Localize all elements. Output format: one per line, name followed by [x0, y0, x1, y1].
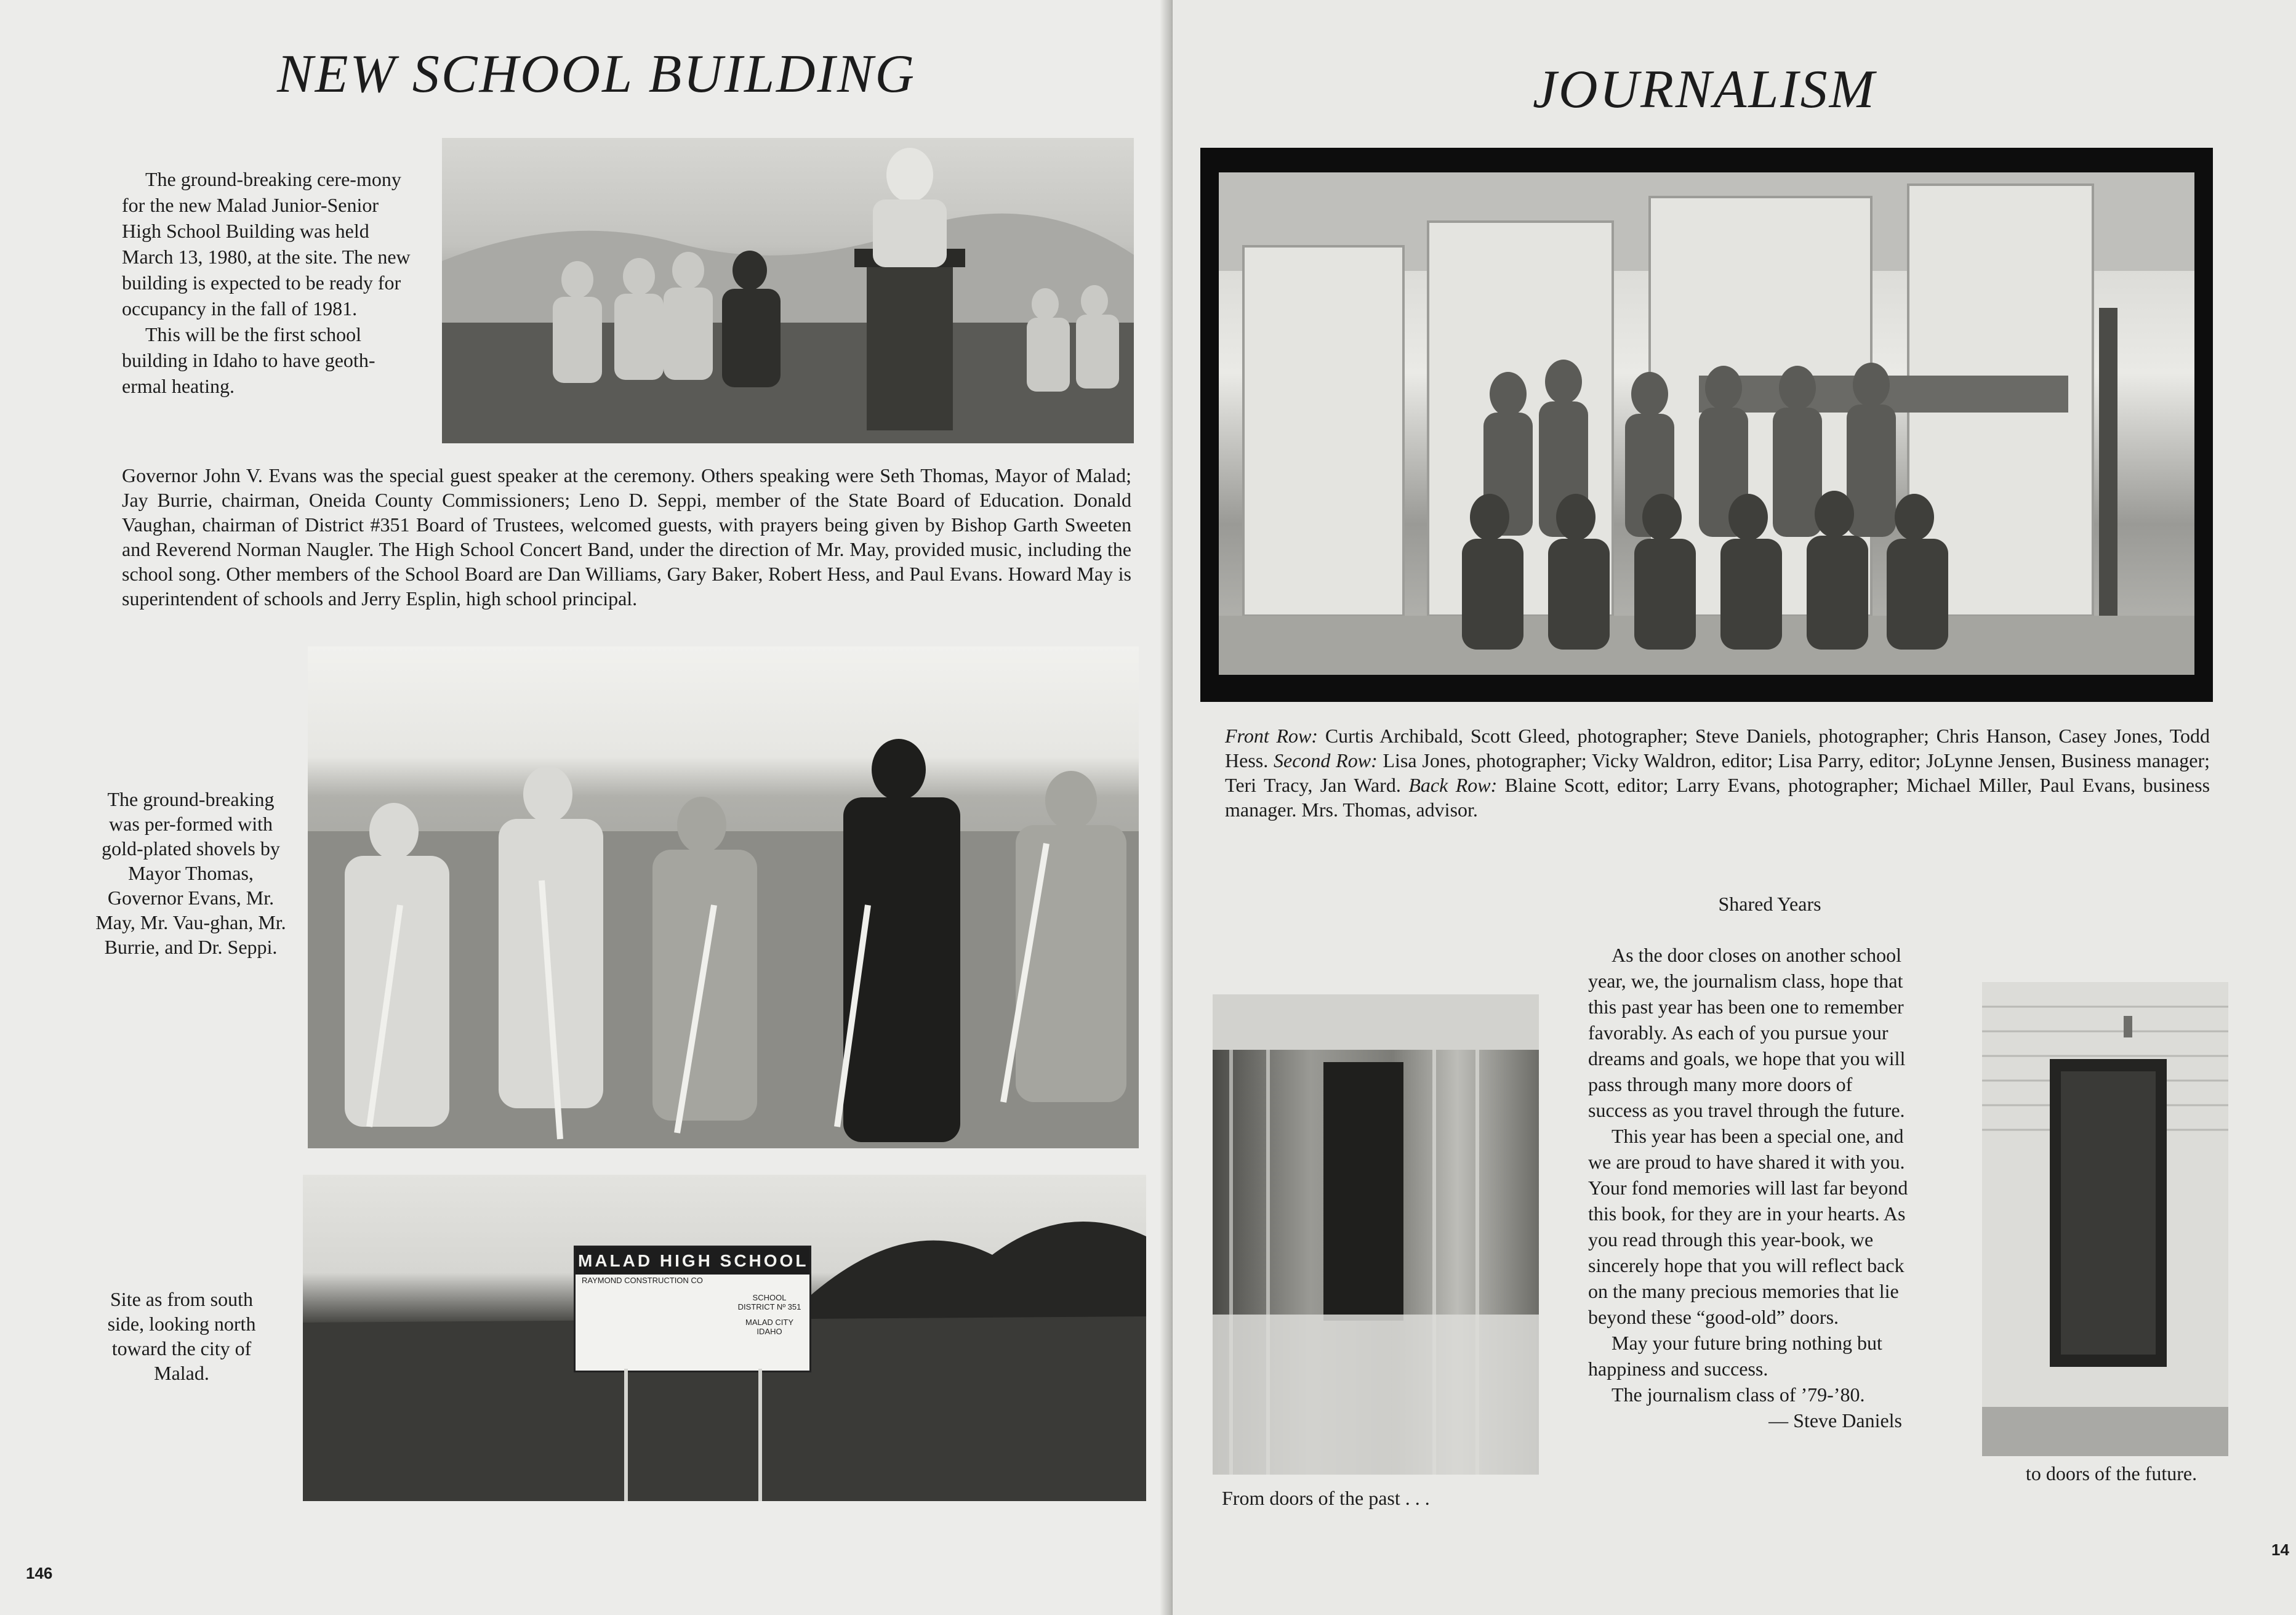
essay-paragraph-2: This year has been a special one, and we are proud to have shared it with you. Your fond memories will last far beyond this book, for they are in your hearts. As you read through this year-book, we sincerely hope that you will reflect back on the many precious memories that lie beyond these “good-old” doors. — [1588, 1125, 1908, 1328]
intro-paragraph-2: This will be the first school building in Idaho to have geoth-ermal heating. — [122, 323, 375, 397]
ceremony-scene — [442, 138, 1134, 443]
sign-post-right — [758, 1369, 762, 1501]
barn-scene — [1213, 994, 1539, 1475]
right-page — [1173, 0, 2296, 1615]
sign-contractor: RAYMOND CONSTRUCTION CO — [582, 1276, 703, 1285]
page-number-left: 146 — [26, 1564, 53, 1582]
left-page-title: NEW SCHOOL BUILDING — [277, 44, 917, 104]
barn-door-photo — [1213, 994, 1539, 1475]
new-door-photo — [1982, 982, 2228, 1456]
groundbreaking-photo — [308, 646, 1139, 1148]
sign-district: SCHOOL DISTRICT Nº 351 — [737, 1293, 801, 1311]
site-sign — [574, 1246, 811, 1372]
intro-text — [122, 166, 417, 399]
sign-title: MALAD HIGH SCHOOL — [576, 1247, 809, 1275]
right-page-title: JOURNALISM — [1533, 60, 1876, 119]
sign-post-left — [624, 1369, 628, 1501]
groundbreaking-caption: The ground-breaking was per-formed with gold-plated shovels by Mayor Thomas, Governor Evans, Mr. May, Mr. Vau-ghan, Mr. Burrie, and Dr. Seppi. — [95, 788, 286, 958]
back-row-names: Blaine Scott, editor; Larry Evans, photographer; Michael Miller, Paul Evans, business manager. Mrs. Thomas, advisor. — [1225, 774, 2210, 821]
front-row-names: Curtis Archibald, Scott Gleed, photographer; Steve Daniels, photographer; Chris Hanson, Casey Jones, Todd Hess. — [1225, 725, 2210, 771]
back-row-label: Back Row: — [1408, 774, 1498, 796]
page-number-right: 14 — [2271, 1540, 2289, 1559]
groundbreaking-scene — [308, 646, 1139, 1148]
ceremony-photo — [442, 138, 1134, 443]
barn-caption: From doors of the past . . . — [1222, 1487, 1430, 1509]
sign-city: MALAD CITY IDAHO — [745, 1318, 793, 1336]
group-photo-image — [1219, 172, 2194, 675]
essay-text — [1588, 942, 1908, 1433]
second-row-names: Lisa Jones, photographer; Vicky Waldron, editor; Lisa Parry, editor; JoLynne Jensen, Business manager; Teri Tracy, Jan Ward. — [1225, 749, 2210, 796]
second-row-label: Second Row: — [1274, 749, 1378, 771]
ceremony-caption: Governor John V. Evans was the special guest speaker at the ceremony. Others speaking were Seth Thomas, Mayor of Malad; Jay Burrie, chairman, Oneida County Commissioners; Leno D. Seppi, member of the State Board of Education. Donald Vaughan, chairman of District #351 Board of Trustees, welcomed guests, with prayers being given by Bishop Garth Sweeten and Reverend Norman Naugler. The High School Concert Band, under the direction of Mr. May, provided music, including the school song. Other members of the School Board are Dan Williams, Gary Baker, Robert Hess, and Paul Evans. Howard May is superintendent of schools and Jerry Esplin, high school principal. — [122, 464, 1131, 610]
garage-and-group — [1219, 172, 2194, 675]
front-row-label: Front Row: — [1225, 725, 1319, 747]
essay-signature: — Steve Daniels — [1768, 1409, 1902, 1432]
essay-paragraph-3: May your future bring nothing but happiness and success. — [1588, 1332, 1882, 1380]
intro-paragraph-1: The ground-breaking cere-mony for the new Malad Junior-Senior High School Building was held March 13, 1980, at the site. The new building is expected to be ready for occupancy in the fall of 1981. — [122, 168, 411, 320]
door-caption: to doors of the future. — [2025, 1462, 2198, 1484]
journalism-group-caption — [1225, 723, 2210, 822]
door-scene — [1982, 982, 2228, 1456]
essay-paragraph-1: As the door closes on another school year, we, the journalism class, hope that this past year has been one to remember favorably. As each of you pursue your dreams and goals, we hope that you will pass through many more doors of success as you travel through the future. — [1588, 944, 1906, 1121]
essay-paragraph-4: The journalism class of ’79-’80. — [1612, 1383, 1865, 1406]
site-caption: Site as from south side, looking north toward the city of Malad. — [107, 1288, 256, 1384]
site-photo — [303, 1175, 1146, 1501]
essay-title: Shared Years — [1718, 893, 1821, 915]
journalism-group-photo — [1200, 148, 2213, 702]
